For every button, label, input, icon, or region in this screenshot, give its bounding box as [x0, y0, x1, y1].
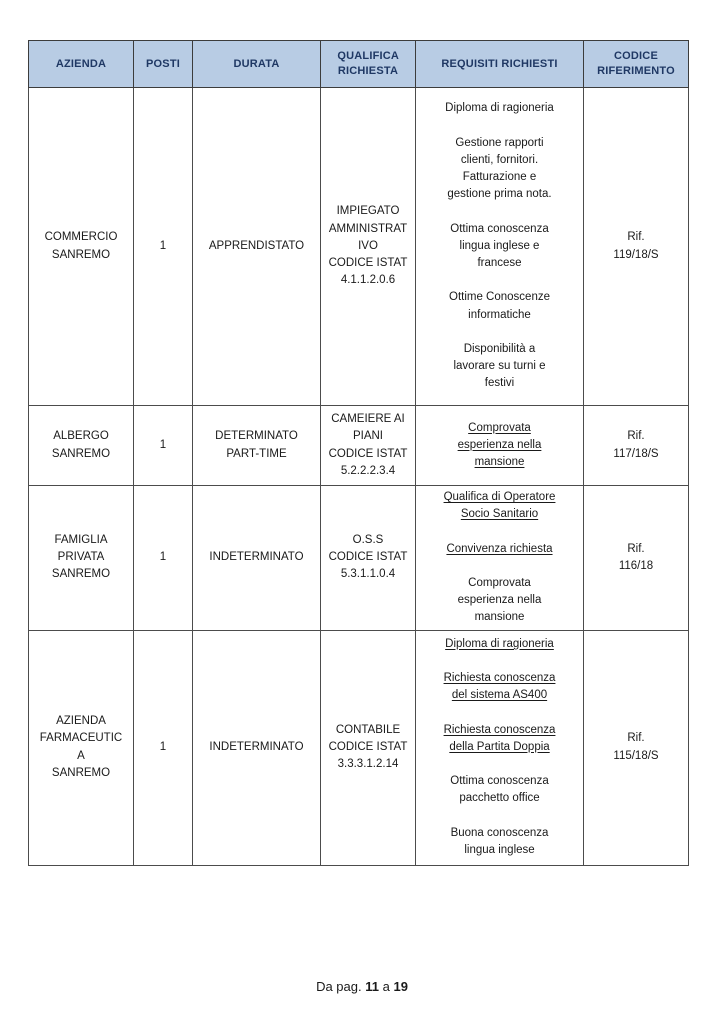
text-line: mansione [474, 456, 525, 469]
table-row [29, 88, 689, 406]
cell-codice-riferimento [584, 406, 689, 486]
cell-qualifica-richiesta-text [325, 203, 411, 289]
column-header-posti: POSTI [134, 41, 193, 88]
text-line: Buona conoscenza [450, 826, 549, 839]
cell-qualifica-richiesta-text [325, 411, 411, 480]
footer-from-page: 11 [365, 979, 379, 994]
text-line: SANREMO [51, 766, 111, 779]
text-line: SANREMO [51, 447, 111, 460]
text-line: CONTABILE [335, 723, 401, 736]
text-line: AMMINISTRAT [328, 222, 408, 235]
cell-requisiti-richiesti [416, 486, 584, 631]
text-line: Richiesta conoscenza [443, 723, 556, 736]
text-line: 5.2.2.2.3.4 [340, 464, 396, 477]
cell-durata [193, 630, 321, 865]
text-line: IMPIEGATO [336, 205, 400, 218]
cell-durata [193, 406, 321, 486]
table-row [29, 630, 689, 865]
text-line: SANREMO [51, 248, 111, 261]
requisito-item [420, 825, 579, 860]
cell-requisiti-richiesti [416, 406, 584, 486]
requisito-item [420, 420, 579, 472]
requisito-item [420, 670, 579, 705]
column-header-azienda: AZIENDA [29, 41, 134, 88]
footer-to-page: 19 [393, 979, 408, 994]
text-line: mansione [474, 611, 525, 624]
cell-azienda-text [33, 532, 129, 584]
cell-codice-riferimento-text [588, 730, 684, 765]
text-line: 119/18/S [613, 248, 659, 261]
text-line: SANREMO [51, 568, 111, 581]
text-line: 4.1.1.2.0.6 [340, 274, 396, 287]
requisito-item [420, 575, 579, 627]
table-header-row [29, 41, 689, 88]
text-line: CODICE ISTAT [328, 551, 408, 564]
text-line: Comprovata [468, 576, 531, 589]
requisito-item [420, 722, 579, 757]
text-line: Rif. [627, 430, 645, 443]
table-row [29, 486, 689, 631]
text-line: O.S.S [352, 533, 384, 546]
requisito-item [420, 221, 579, 273]
text-line: PART-TIME [226, 447, 287, 460]
cell-qualifica-richiesta-text [325, 722, 411, 774]
text-line: CODICE ISTAT [328, 740, 408, 753]
cell-qualifica-richiesta [321, 486, 416, 631]
cell-posti: 1 [134, 406, 193, 486]
text-line: PRIVATA [57, 551, 105, 564]
text-line: 115/18/S [613, 749, 659, 762]
text-line: informatiche [468, 308, 531, 321]
text-line: esperienza nella [457, 438, 542, 451]
requisito-item [420, 289, 579, 324]
column-header-qualifica-richiesta [321, 41, 416, 88]
cell-posti: 1 [134, 88, 193, 406]
text-line: COMMERCIO [44, 231, 118, 244]
column-header-codice-line1: CODICE [614, 50, 658, 63]
cell-durata-text [197, 238, 316, 255]
cell-durata-text [197, 739, 316, 756]
text-line: del sistema AS400 [451, 689, 548, 702]
text-line: Disponibilità a [463, 342, 536, 355]
cell-qualifica-richiesta-text [325, 532, 411, 584]
text-line: IVO [358, 239, 378, 252]
column-header-qualifica-line1: QUALIFICA [337, 50, 399, 63]
text-line: Convivenza richiesta [446, 542, 553, 555]
text-line: lavorare su turni e [453, 360, 546, 373]
text-line: Ottime Conoscenze [449, 291, 550, 304]
cell-durata-text [197, 428, 316, 463]
text-line: Ottima conoscenza [450, 775, 549, 788]
text-line: della Partita Doppia [449, 740, 550, 753]
text-line: pacchetto office [459, 792, 540, 805]
column-header-codice-line2: RIFERIMENTO [597, 65, 675, 77]
table-body [29, 88, 689, 866]
text-line: INDETERMINATO [209, 551, 304, 564]
requisito-item [420, 135, 579, 204]
cell-durata [193, 486, 321, 631]
cell-posti: 1 [134, 630, 193, 865]
text-line: Richiesta conoscenza [443, 672, 556, 685]
footer-middle: a [382, 979, 390, 994]
cell-requisiti-richiesti [416, 88, 584, 406]
text-line: Rif. [627, 231, 645, 244]
text-line: CAMEIERE AI [331, 413, 405, 425]
text-line: 116/18 [618, 559, 654, 572]
cell-durata-text [197, 549, 316, 566]
column-header-qualifica-line2: RICHIESTA [337, 65, 399, 77]
cell-azienda [29, 630, 134, 865]
text-line: Qualifica di Operatore [443, 491, 556, 503]
text-line: clienti, fornitori. [460, 153, 539, 166]
requisito-item [420, 773, 579, 808]
cell-durata [193, 88, 321, 406]
cell-azienda [29, 88, 134, 406]
text-line: 5.3.1.1.0.4 [340, 568, 396, 581]
page-footer [0, 979, 724, 994]
text-line: 3.3.3.1.2.14 [337, 758, 399, 771]
cell-codice-riferimento [584, 630, 689, 865]
table-row [29, 406, 689, 486]
requisito-item [420, 636, 579, 653]
cell-codice-riferimento-text [588, 229, 684, 264]
column-header-requisiti-richiesti: REQUISITI RICHIESTI [416, 41, 584, 88]
text-line: Fatturazione e [462, 171, 537, 184]
footer-prefix: Da pag. [316, 979, 362, 994]
requisito-item [420, 541, 579, 558]
text-line: DETERMINATO [215, 430, 298, 443]
text-line: ALBERGO [53, 430, 109, 443]
cell-azienda-text [33, 428, 129, 463]
text-line: APPRENDISTATO [208, 239, 305, 252]
text-line: INDETERMINATO [209, 740, 304, 753]
cell-codice-riferimento-text [588, 428, 684, 463]
text-line: Diploma di ragioneria [445, 102, 554, 115]
cell-posti: 1 [134, 486, 193, 631]
text-line: Rif. [627, 732, 645, 745]
job-listings-table [28, 40, 689, 866]
cell-qualifica-richiesta [321, 630, 416, 865]
text-line: FAMIGLIA [54, 533, 108, 546]
text-line: Gestione rapporti [455, 136, 544, 149]
requisito-item [420, 100, 579, 117]
text-line: 117/18/S [613, 447, 659, 460]
text-line: lingua inglese [464, 843, 535, 856]
requisito-item [420, 489, 579, 524]
text-line: Diploma di ragioneria [445, 637, 554, 650]
text-line: esperienza nella [457, 594, 542, 606]
text-line: A [77, 749, 85, 762]
cell-azienda-text [33, 229, 129, 264]
cell-codice-riferimento [584, 88, 689, 406]
text-line: CODICE ISTAT [328, 257, 408, 270]
text-line: PIANI [352, 430, 384, 443]
cell-azienda-text [33, 713, 129, 782]
text-line: FARMACEUTIC [39, 732, 123, 745]
text-line: CODICE ISTAT [328, 447, 408, 460]
cell-azienda [29, 486, 134, 631]
text-line: festivi [484, 377, 515, 390]
text-line: Comprovata [468, 421, 531, 434]
text-line: francese [477, 257, 522, 270]
cell-codice-riferimento-text [588, 541, 684, 576]
text-line: AZIENDA [56, 715, 106, 727]
cell-qualifica-richiesta [321, 88, 416, 406]
text-line: Rif. [627, 542, 645, 555]
text-line: gestione prima nota. [447, 188, 552, 201]
column-header-codice-riferimento [584, 41, 689, 88]
text-line: Socio Sanitario [460, 508, 539, 521]
cell-codice-riferimento [584, 486, 689, 631]
text-line: lingua inglese e [459, 239, 540, 252]
column-header-durata: DURATA [193, 41, 321, 88]
text-line: Ottima conoscenza [450, 222, 549, 235]
requisito-item [420, 341, 579, 393]
cell-requisiti-richiesti [416, 630, 584, 865]
cell-azienda [29, 406, 134, 486]
cell-qualifica-richiesta [321, 406, 416, 486]
